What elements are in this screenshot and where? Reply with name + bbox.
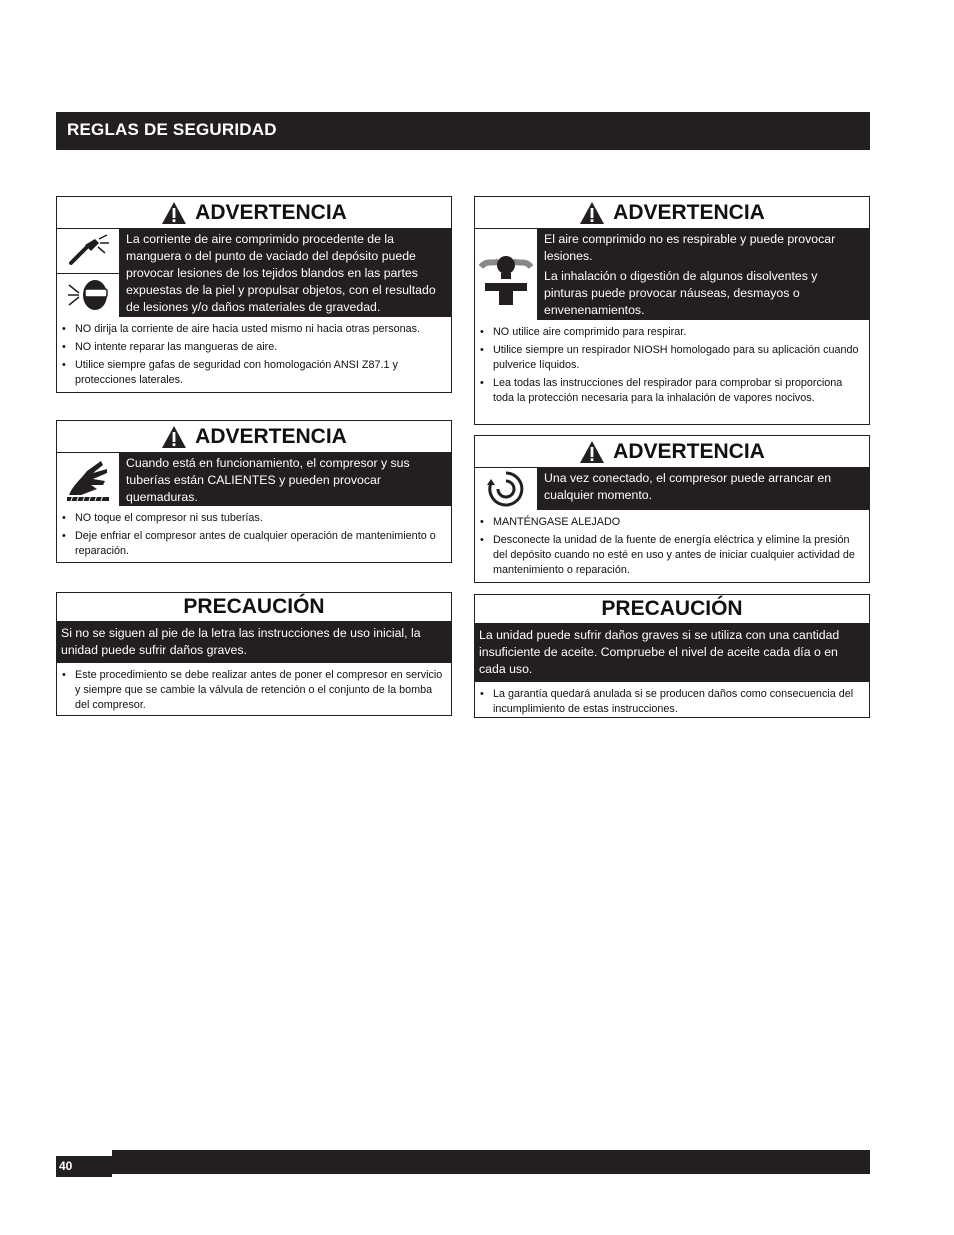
warning-bullet-list <box>475 320 869 412</box>
list-item: • La garantía quedará anulada si se producen daños como consecuencia del incumplimiento de estas instrucciones. <box>493 687 863 717</box>
warning-title: ADVERTENCIA <box>613 439 765 463</box>
section-header-bar <box>56 112 870 150</box>
list-item: • Utilice siempre gafas de seguridad con homologación ANSI Z87.1 y protecciones laterales. <box>75 358 445 388</box>
warning-box-auto-start <box>474 435 870 583</box>
list-item: • Este procedimiento se debe realizar antes de poner el compresor en servicio y siempre que se cambie la válvula de retención o el conjunto de la bomba del compresor. <box>75 668 445 713</box>
list-item: • Lea todas las instrucciones del respirador para comprobar si proporciona toda la protección necesaria para la inhalación de vapores nocivos. <box>493 376 863 406</box>
list-item: • NO intente reparar las mangueras de aire. <box>75 340 445 355</box>
list-item: • NO toque el compresor ni sus tuberías. <box>75 511 445 526</box>
auto-start-icon <box>475 468 537 510</box>
caution-title: PRECAUCIÓN <box>601 597 743 620</box>
page-number: 40 <box>59 1159 73 1173</box>
caution-box-initial-use <box>56 592 452 716</box>
warning-box-respiratory <box>474 196 870 425</box>
warning-title-row <box>57 421 451 453</box>
warning-title: ADVERTENCIA <box>613 200 765 224</box>
warning-triangle-icon <box>579 201 605 225</box>
safety-goggles-icon <box>57 273 119 318</box>
warning-bullet-list <box>57 506 451 565</box>
list-item: • NO utilice aire comprimido para respirar. <box>493 325 863 340</box>
caution-bullet-list <box>475 682 869 723</box>
footer-bar <box>112 1150 870 1174</box>
warning-text: Una vez conectado, el compresor puede arrancar en cualquier momento. <box>544 471 832 502</box>
caution-title: PRECAUCIÓN <box>183 595 325 618</box>
caution-box-oil-level <box>474 594 870 718</box>
section-title: REGLAS DE SEGURIDAD <box>67 120 277 139</box>
warning-box-compressed-air <box>56 196 452 393</box>
caution-title-row <box>57 593 451 622</box>
warning-triangle-icon <box>161 201 187 225</box>
warning-bullet-list <box>475 510 869 584</box>
list-item: • Utilice siempre un respirador NIOSH homologado para su aplicación cuando pulverice líquidos. <box>493 343 863 373</box>
warning-text-secondary: La inhalación o digestión de algunos disolventes y pinturas puede provocar náuseas, desmayos o envenenamientos. <box>544 269 818 317</box>
warning-title-row <box>57 197 451 229</box>
respiratory-hazard-icon <box>475 229 537 320</box>
warning-triangle-icon <box>579 440 605 464</box>
warning-title-row <box>475 197 869 229</box>
list-item: • MANTÉNGASE ALEJADO <box>493 515 863 530</box>
caution-bullet-list <box>57 663 451 719</box>
warning-text: La corriente de aire comprimido procedente de la manguera o del punto de vaciado del depósito puede provocar lesiones de los tejidos blandos en las partes expuestas de la piel y propulsar objetos, con el resultado de lesiones y/o daños materiales de gravedad. <box>126 232 436 314</box>
warning-text: Cuando está en funcionamiento, el compresor y sus tuberías están CALIENTES y pueden provocar quemaduras. <box>126 456 410 504</box>
warning-title: ADVERTENCIA <box>195 200 347 224</box>
caution-text: La unidad puede sufrir daños graves si se utiliza con una cantidad insuficiente de aceite. Compruebe el nivel de aceite cada día o en cada uso. <box>475 624 869 682</box>
air-nozzle-icon <box>57 229 119 273</box>
list-item: • Desconecte la unidad de la fuente de energía eléctrica y elimine la presión del depósito cuando no esté en uso y antes de iniciar cualquier actividad de mantenimiento o reparación. <box>493 533 863 578</box>
warning-box-hot-surface <box>56 420 452 563</box>
warning-title: ADVERTENCIA <box>195 424 347 448</box>
list-item: • NO dirija la corriente de aire hacia usted mismo ni hacia otras personas. <box>75 322 445 337</box>
warning-bullet-list <box>57 317 451 394</box>
list-item: • Deje enfriar el compresor antes de cualquier operación de mantenimiento o reparación. <box>75 529 445 559</box>
caution-title-row <box>475 595 869 624</box>
caution-text: Si no se siguen al pie de la letra las instrucciones de uso inicial, la unidad puede sufrir daños graves. <box>57 622 451 663</box>
page-number-tab <box>56 1156 112 1177</box>
hot-surface-hand-icon <box>57 453 119 506</box>
warning-text: El aire comprimido no es respirable y puede provocar lesiones. <box>544 232 836 263</box>
warning-triangle-icon <box>161 425 187 449</box>
warning-title-row <box>475 436 869 468</box>
